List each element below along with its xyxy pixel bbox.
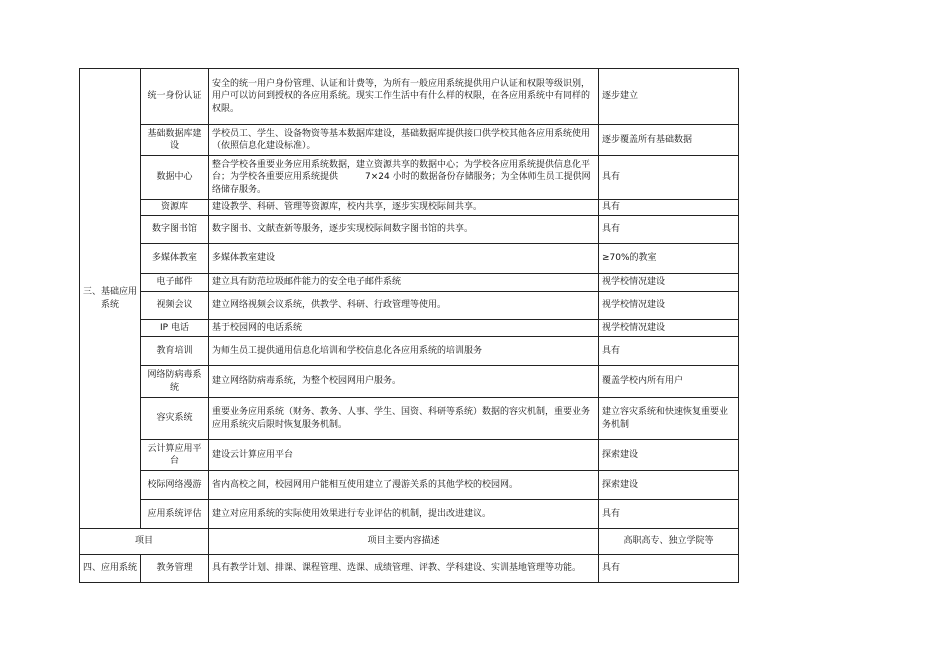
item-status: ≥70%的教室 (599, 244, 739, 274)
header-status: 高职高专、独立学院等 (599, 529, 739, 555)
item-desc: 建立网络防病毒系统，为整个校园网用户服务。 (209, 366, 599, 398)
item-name: IP 电话 (141, 320, 209, 337)
item-status: 视学校情况建设 (599, 274, 739, 292)
table-row (80, 471, 739, 500)
header-row (80, 529, 739, 555)
table-row (80, 366, 739, 398)
item-desc: 重要业务应用系统（财务、教务、人事、学生、国资、科研等系统）数据的容灾机制，重要业务应用系统灾后限时恢复服务机制。 (209, 398, 599, 440)
item-desc: 建设云计算应用平台 (209, 440, 599, 471)
item-desc: 建设教学、科研、管理等资源库，校内共享，逐步实现校际间共享。 (209, 200, 599, 216)
category-cell: 四、应用系统 (80, 555, 141, 583)
item-name: 资源库 (141, 200, 209, 216)
table-row (80, 292, 739, 320)
item-desc: 多媒体教室建设 (209, 244, 599, 274)
item-desc: 学校员工、学生、设备物资等基本数据库建设，基础数据库提供接口供学校其他各应用系统使用（依照信息化建设标准）。 (209, 125, 599, 156)
item-status: 覆盖学校内所有用户 (599, 366, 739, 398)
item-status: 视学校情况建设 (599, 320, 739, 337)
table-row (80, 200, 739, 216)
table-row (80, 244, 739, 274)
item-name: 校际网络漫游 (141, 471, 209, 500)
item-status: 逐步覆盖所有基础数据 (599, 125, 739, 156)
item-name: 网络防病毒系统 (141, 366, 209, 398)
header-desc: 项目主要内容描述 (209, 529, 599, 555)
table-row (80, 555, 739, 583)
item-desc: 为师生员工提供通用信息化培训和学校信息化各应用系统的培训服务 (209, 337, 599, 366)
item-name: 多媒体教室 (141, 244, 209, 274)
item-status: 具有 (599, 555, 739, 583)
item-name: 容灾系统 (141, 398, 209, 440)
table-row (80, 69, 739, 125)
item-desc: 基于校园网的电话系统 (209, 320, 599, 337)
item-name: 云计算应用平台 (141, 440, 209, 471)
item-desc: 建立对应用系统的实际使用效果进行专业评估的机制，提出改进建议。 (209, 500, 599, 529)
item-desc: 数字图书、文献查新等服务，逐步实现校际间数字图书馆的共享。 (209, 216, 599, 244)
table-row (80, 156, 739, 200)
item-name: 视频会议 (141, 292, 209, 320)
item-status: 具有 (599, 500, 739, 529)
item-name: 统一身份认证 (141, 69, 209, 125)
category-cell: 三、基础应用系统 (80, 69, 141, 529)
item-name: 教务管理 (141, 555, 209, 583)
item-desc: 建立具有防范垃圾邮件能力的安全电子邮件系统 (209, 274, 599, 292)
item-status: 具有 (599, 200, 739, 216)
table-row (80, 125, 739, 156)
table-row (80, 274, 739, 292)
item-desc: 具有教学计划、排课、课程管理、选课、成绩管理、评教、学科建设、实训基地管理等功能。 (209, 555, 599, 583)
item-status: 具有 (599, 156, 739, 200)
table-row (80, 398, 739, 440)
item-name: 电子邮件 (141, 274, 209, 292)
table-row (80, 320, 739, 337)
item-status: 视学校情况建设 (599, 292, 739, 320)
table-row (80, 440, 739, 471)
item-status: 具有 (599, 216, 739, 244)
item-desc: 安全的统一用户身份管理、认证和计费等，为所有一般应用系统提供用户认证和权限等级识别，用户可以访问到授权的各应用系统。现实工作生活中有什么样的权限，在各应用系统中有同样的权限。 (209, 69, 599, 125)
item-status: 探索建设 (599, 440, 739, 471)
item-status: 建立容灾系统和快速恢复重要业务机制 (599, 398, 739, 440)
item-status: 具有 (599, 337, 739, 366)
item-name: 数据中心 (141, 156, 209, 200)
item-name: 教育培训 (141, 337, 209, 366)
table-row (80, 500, 739, 529)
header-item: 项目 (80, 529, 209, 555)
item-desc: 省内高校之间，校园网用户能相互使用建立了漫游关系的其他学校的校园网。 (209, 471, 599, 500)
item-status: 逐步建立 (599, 69, 739, 125)
item-desc: 整合学校各重要业务应用系统数据，建立资源共享的数据中心；为学校各应用系统提供信息化平台；为学校各重要应用系统提供 7×24 小时的数据备份存储服务；为全体师生员工提供网络储存服务。 (209, 156, 599, 200)
item-name: 应用系统评估 (141, 500, 209, 529)
table-row (80, 216, 739, 244)
item-desc: 建立网络视频会议系统，供教学、科研、行政管理等使用。 (209, 292, 599, 320)
item-name: 数字图书馆 (141, 216, 209, 244)
requirements-table (79, 68, 739, 583)
item-name: 基础数据库建设 (141, 125, 209, 156)
item-status: 探索建设 (599, 471, 739, 500)
table-row (80, 337, 739, 366)
